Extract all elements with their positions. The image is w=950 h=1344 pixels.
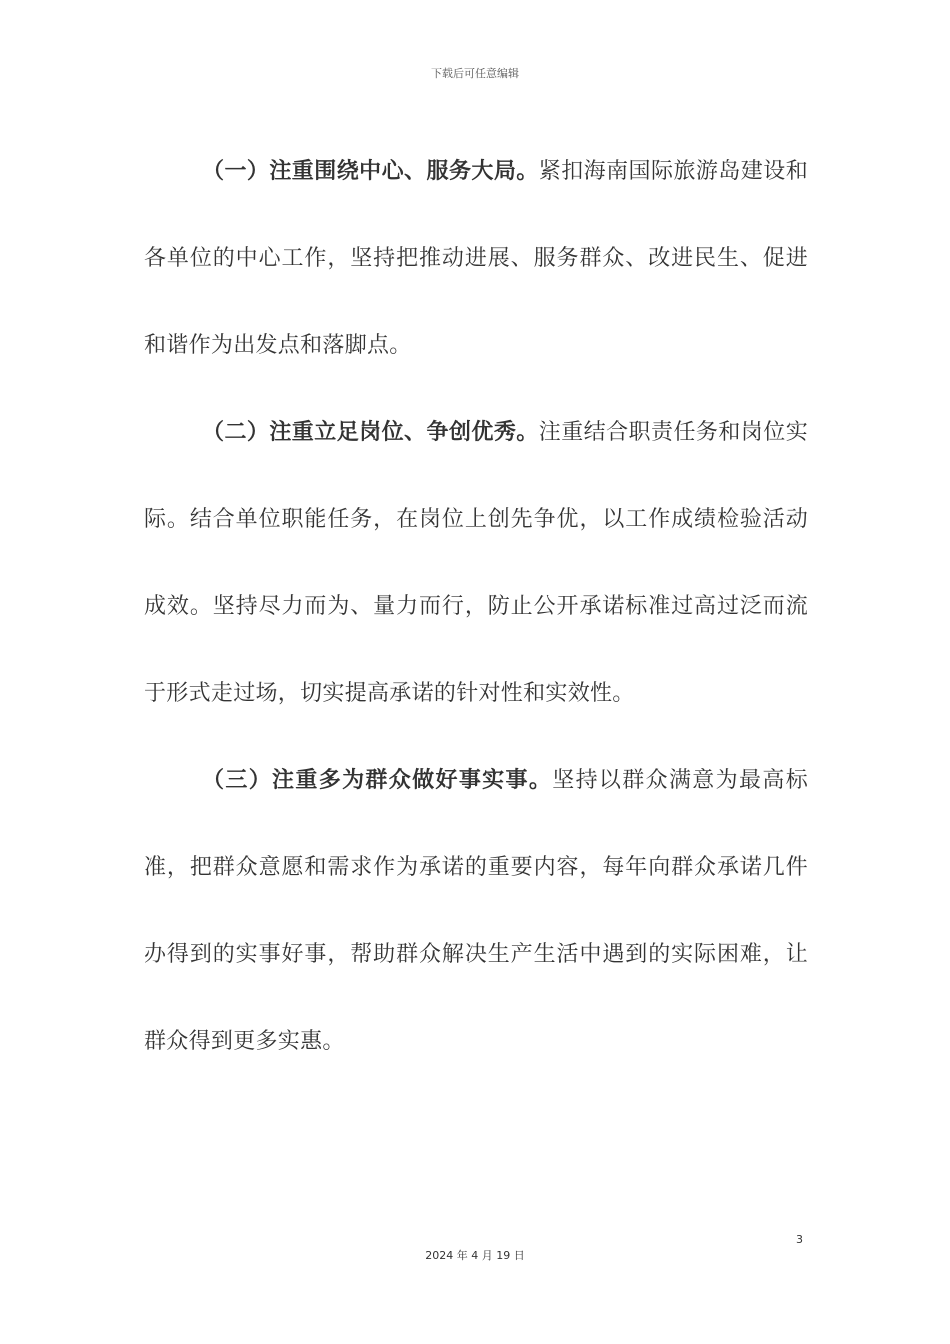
paragraph-2-heading: （二）注重立足岗位、争创优秀。 (202, 420, 539, 445)
page-header: 下载后可任意编辑 (431, 67, 519, 80)
paragraph-1 (144, 128, 808, 389)
paragraph-3-text: 坚持以群众满意为最高标准，把群众意愿和需求作为承诺的重要内容，每年向群众承诺几件办得到的实事好事，帮助群众解决生产生活中遇到的实际困难，让群众得到更多实惠。 (144, 768, 808, 1054)
page-number: 3 (796, 1233, 803, 1246)
paragraph-3 (144, 737, 808, 1085)
paragraph-1-text: 紧扣海南国际旅游岛建设和各单位的中心工作，坚持把推动进展、服务群众、改进民生、促进和谐作为出发点和落脚点。 (144, 159, 808, 358)
paragraph-3-heading: （三）注重多为群众做好事实事。 (202, 768, 553, 793)
footer-date: 2024 年 4 月 19 日 (425, 1249, 525, 1262)
paragraph-1-heading: （一）注重围绕中心、服务大局。 (202, 159, 539, 184)
paragraph-2-text: 注重结合职责任务和岗位实际。结合单位职能任务，在岗位上创先争优，以工作成绩检验活动成效。坚持尽力而为、量力而行，防止公开承诺标准过高过泛而流于形式走过场，切实提高承诺的针对性和实效性。 (144, 420, 808, 706)
paragraph-2 (144, 389, 808, 737)
document-body (144, 128, 808, 1085)
